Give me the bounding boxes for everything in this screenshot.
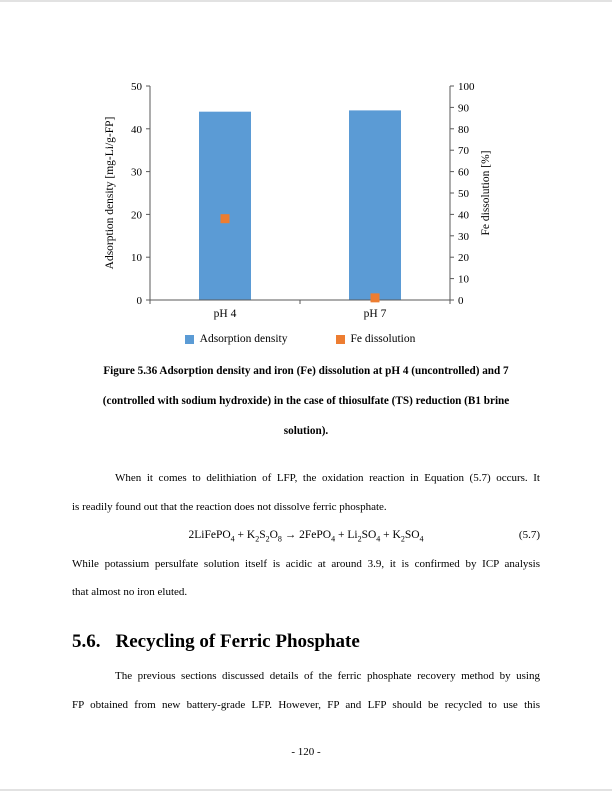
legend-item-fe-dissolution (336, 333, 416, 345)
page-edge-top (0, 0, 612, 2)
page-edge-bottom (0, 789, 612, 791)
left-tick-label: 20 (131, 209, 142, 222)
category-label: pH 7 (363, 308, 387, 320)
paragraph-line: When it comes to delithiation of LFP, the oxidation reaction in Equation (5.7) occurs. It (115, 472, 540, 484)
right-tick-label: 60 (458, 166, 469, 179)
equation-number: (5.7) (518, 529, 540, 541)
right-tick-label: 50 (458, 188, 469, 200)
figure-chart (100, 78, 500, 345)
left-tick-label: 40 (131, 123, 142, 136)
body-paragraph-2 (72, 662, 540, 719)
right-axis-title: Fe dissolution [%] (480, 150, 492, 236)
caption-line: (controlled with sodium hydroxide) in the case of thiosulfate (TS) reduction (B1 brine (102, 395, 510, 407)
marker-pH 7 (371, 293, 380, 302)
right-tick-label: 0 (458, 295, 464, 307)
caption-line: Figure 5.36 Adsorption density and iron (Fe) dissolution at pH 4 (uncontrolled) and 7 (103, 365, 509, 377)
bar-pH 7 (349, 110, 401, 300)
equation-formula: 2LiFePO$_4$ + $K_2S_2O_8$ → 2FePO$_4$ + $Li_2SO_4 + K_2SO_4$ (188, 529, 424, 544)
figure-caption (72, 356, 540, 446)
equation-line (72, 521, 540, 550)
right-tick-label: 20 (458, 252, 469, 265)
right-tick-label: 80 (458, 123, 469, 136)
section-heading (72, 631, 360, 653)
left-axis-title: Adsorption density [mg-Li/g-FP] (104, 116, 116, 270)
right-tick-label: 30 (458, 230, 469, 243)
left-tick-label: 30 (131, 166, 142, 179)
marker-pH 4 (221, 214, 230, 223)
right-tick-label: 100 (458, 81, 475, 93)
right-tick-label: 10 (458, 273, 469, 286)
paragraph-line: FP obtained from new battery-grade LFP. However, FP and LFP should be recycled to use this (72, 698, 540, 711)
legend-label: Adsorption density (199, 333, 288, 345)
right-tick-label: 40 (458, 209, 469, 222)
legend-swatch-orange-icon (336, 335, 345, 344)
caption-line: solution). (283, 425, 329, 437)
section-title: Recycling of Ferric Phosphate (115, 631, 360, 652)
section-number: 5.6. (72, 631, 101, 652)
category-label: pH 4 (213, 308, 237, 320)
legend-label: Fe dissolution (350, 333, 416, 345)
left-tick-label: 10 (131, 252, 142, 265)
paragraph-line: While potassium persulfate solution itself is acidic at around 3.9, it is confirmed by ICP analysis (72, 557, 540, 570)
right-tick-label: 90 (458, 102, 469, 115)
chart-svg (100, 78, 500, 324)
legend-swatch-blue-icon (185, 335, 194, 344)
paragraph-line: is readily found out that the reaction does not dissolve ferric phosphate. (72, 500, 387, 513)
left-tick-label: 50 (131, 81, 142, 93)
body-paragraphs (72, 464, 540, 607)
legend-item-adsorption-density (185, 333, 288, 345)
chart-legend (100, 333, 500, 345)
paragraph-line: that almost no iron eluted. (72, 586, 188, 598)
left-tick-label: 0 (136, 295, 142, 307)
right-tick-label: 70 (458, 145, 469, 158)
page-number: - 120 - (291, 746, 321, 758)
paragraph-line: The previous sections discussed details of the ferric phosphate recovery method by using (115, 670, 540, 682)
bar-pH 4 (199, 112, 251, 300)
